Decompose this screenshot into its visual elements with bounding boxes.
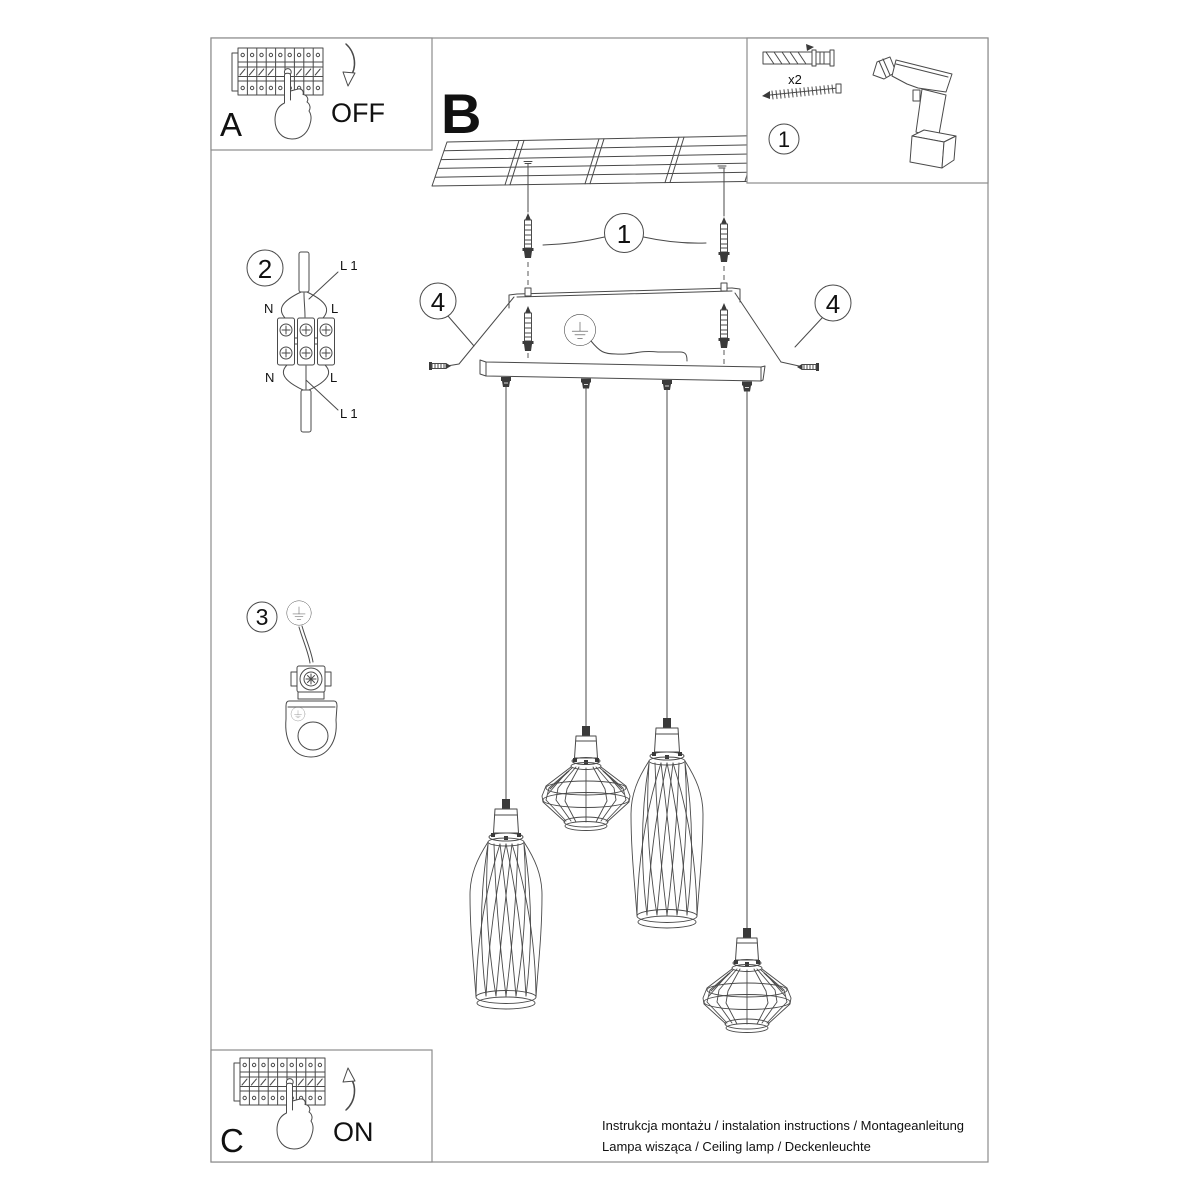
canopy-side-screw-icon	[797, 363, 819, 371]
l1-label-bottom: L 1	[340, 406, 358, 421]
anchor-screw-icon	[719, 217, 730, 262]
leader-line	[448, 316, 474, 346]
anchor-callout-badge	[605, 214, 644, 253]
step-a-box	[211, 38, 432, 150]
sheet-border	[211, 38, 988, 1162]
anchor-screw-icon	[523, 213, 534, 258]
ground-step	[247, 601, 337, 757]
svg-text:2: 2	[257, 254, 273, 284]
l1-label-top: L 1	[340, 258, 358, 273]
svg-text:4: 4	[430, 287, 446, 317]
on-label: ON	[333, 1117, 374, 1147]
rail-screw-icon	[719, 303, 730, 348]
terminal-label-n-bottom: N	[265, 370, 275, 385]
cage-shade-bottle	[470, 799, 542, 1009]
wiring-number-badge	[247, 250, 283, 286]
mounting-rail	[509, 283, 740, 308]
svg-text:4: 4	[825, 289, 841, 319]
leader-line	[795, 318, 822, 347]
step-a-label: A	[220, 106, 243, 143]
canopy-bar	[480, 360, 765, 381]
svg-text:1: 1	[616, 219, 632, 249]
step-b-label: B	[441, 82, 482, 145]
ground-bracket-icon	[286, 701, 337, 757]
rail-screw-icon	[523, 306, 534, 351]
cord-grip-icon	[742, 382, 752, 392]
ground-number-badge	[247, 602, 277, 632]
cord-grip-icon	[501, 377, 511, 387]
cage-shade-diamond	[542, 726, 630, 831]
earth-wire	[302, 626, 313, 662]
terminal-label-n-top: N	[264, 301, 274, 316]
canopy-projection	[447, 293, 799, 366]
terminal-label-l-top: L	[331, 301, 339, 316]
cord-grip-icon	[662, 380, 672, 390]
terminal-label-l-bottom: L	[330, 370, 338, 385]
terminal-block-icon	[278, 318, 335, 365]
ceiling-drill-hole	[718, 166, 726, 168]
svg-text:3: 3	[255, 604, 269, 630]
canopy-side-screw-icon	[429, 362, 451, 370]
footer-line1: Instrukcja montażu / instalation instructions / Montageanleitung	[602, 1118, 965, 1133]
off-label: OFF	[331, 98, 385, 128]
earth-wire	[591, 341, 687, 361]
cage-shade-bottle	[631, 718, 703, 928]
cage-shade-diamond	[703, 928, 791, 1033]
svg-text:1: 1	[777, 127, 791, 152]
leader-line	[543, 237, 605, 245]
quantity-label: x2	[788, 72, 802, 87]
step-c-label: C	[220, 1122, 244, 1159]
canopy-callout-right-badge	[795, 285, 851, 347]
wiring-step	[247, 250, 358, 432]
parts-box	[747, 38, 988, 183]
earth-symbol-icon	[287, 601, 311, 625]
ground-clamp-icon	[291, 666, 331, 699]
cord-grip-icon	[581, 379, 591, 389]
leader-line	[309, 272, 338, 299]
footer-line2: Lampa wisząca / Ceiling lamp / Deckenleuchte	[602, 1139, 871, 1154]
canopy-callout-left-badge	[420, 283, 474, 346]
leader-line	[644, 237, 707, 243]
step-c-box	[211, 1050, 432, 1162]
ceiling-drill-hole	[524, 162, 532, 164]
